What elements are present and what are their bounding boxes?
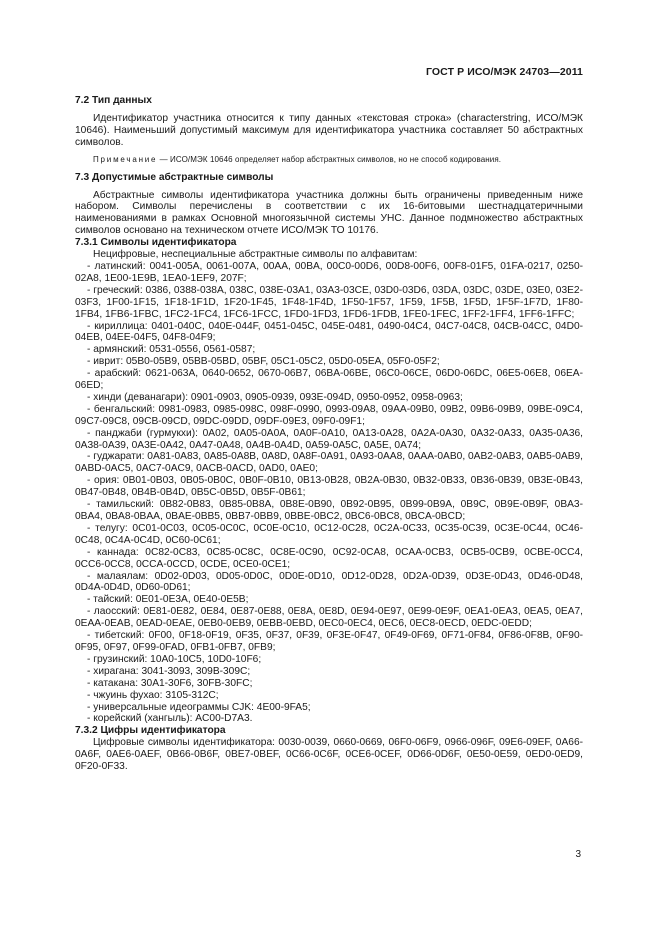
list-item: - универсальные идеограммы CJK: 4E00-9FA5;: [87, 701, 311, 713]
section-7-3-1-title: 7.3.1 Символы идентификатора: [75, 237, 237, 249]
list-item: - гуджарати: 0A81-0A83, 0A85-0A8B, 0A8D, 0A8F-0A91, 0A93-0AA8, 0AAA-0AB0, 0AB2-0AB3, 0AB5-0AB9, 0ABD-0AC5, 0AC7-0AC9, 0ACB-0ACD, 0AD0, 0AE0;: [75, 451, 583, 475]
list-item: - чжуинь фухао: 3105-312C;: [87, 689, 219, 701]
list-item: - тамильский: 0B82-0B83, 0B85-0B8A, 0B8E-0B90, 0B92-0B95, 0B99-0B9A, 0B9C, 0B9E-0B9F, 0BA3-0BA4, 0BA8-0BAA, 0BAE-0BB5, 0BB7-0BB9, 0BBE-0BC2, 0BC6-0BC8, 0BCA-0BCD;: [75, 499, 583, 522]
list-item: - телугу: 0C01-0C03, 0C05-0C0C, 0C0E-0C10, 0C12-0C28, 0C2A-0C33, 0C35-0C39, 0C3E-0C44, 0C46-0C48, 0C4A-0C4D, 0C60-0C61;: [75, 522, 583, 546]
list-item: - малаялам: 0D02-0D03, 0D05-0D0C, 0D0E-0D10, 0D12-0D28, 0D2A-0D39, 0D3E-0D43, 0D46-0D48, 0D4A-0D4D, 0D60-0D61;: [75, 570, 583, 594]
section-7-3-2-title: 7.3.2 Цифры идентификатора: [75, 725, 226, 737]
note-label: Примечание: [93, 154, 158, 164]
list-item: - бенгальский: 0981-0983, 0985-098C, 098F-0990, 0993-09A8, 09AA-09B0, 09B2, 09B6-09B9, 09BE-09C4, 09C7-09C8, 09CB-09CD, 09DC-09DD, 09DF-09E3, 09F0-09F1;: [75, 403, 583, 427]
document-body: [75, 95, 583, 773]
section-7-3-1-intro: Нецифровые, неспециальные абстрактные символы по алфавитам:: [93, 249, 418, 261]
list-item: - иврит: 05B0-05B9, 05BB-05BD, 05BF, 05C1-05C2, 05D0-05EA, 05F0-05F2;: [87, 356, 440, 368]
list-item: - латинский: 0041-005A, 0061-007A, 00AA, 00BA, 00C0-00D6, 00D8-00F6, 00F8-01F5, 01FA-0217, 0250-02A8, 1E00-1E9B, 1EA0-1EF9, 207F;: [75, 260, 583, 284]
list-item: - тайский: 0E01-0E3A, 0E40-0E5B;: [87, 594, 249, 606]
note-7-2: [75, 155, 583, 165]
list-item: - хирагана: 3041-3093, 309B-309C;: [87, 665, 251, 677]
section-7-2-text: Идентификатор участника относится к типу данных «текстовая строка» (characterstring, ИСО/МЭК 10646). Наименьший допустимый максимум для идентификатора участника составляет 50 абстрактных символов.: [75, 112, 583, 148]
list-item: - панджаби (гурмукхи): 0A02, 0A05-0A0A, 0A0F-0A10, 0A13-0A28, 0A2A-0A30, 0A32-0A33, 0A35-0A36, 0A38-0A39, 0A3E-0A42, 0A47-0A48, 0A4B-0A4D, 0A59-0A5C, 0A5E, 0A74;: [75, 427, 583, 451]
list-item: - хинди (деванагари): 0901-0903, 0905-0939, 093E-094D, 0950-0952, 0958-0963;: [87, 391, 463, 403]
section-7-3-2-text: Цифровые символы идентификатора: 0030-0039, 0660-0669, 06F0-06F9, 0966-096F, 09E6-09EF, 0A66-0A6F, 0AE6-0AEF, 0B66-0B6F, 0BE7-0BEF, 0C66-0C6F, 0CE6-0CEF, 0D66-0D6F, 0E50-0E59, 0ED0-0ED9, 0F20-0F33.: [75, 737, 583, 773]
list-item: - ория: 0B01-0B03, 0B05-0B0C, 0B0F-0B10, 0B13-0B28, 0B2A-0B30, 0B32-0B33, 0B36-0B39, 0B3E-0B43, 0B47-0B48, 0B4B-0B4D, 0B5C-0B5D, 0B5F-0B61;: [75, 475, 583, 499]
list-item: - корейский (хангыль): AC00-D7A3.: [87, 713, 253, 725]
list-item: - лаосский: 0E81-0E82, 0E84, 0E87-0E88, 0E8A, 0E8D, 0E94-0E97, 0E99-0E9F, 0EA1-0EA3, 0EA5, 0EA7, 0EAA-0EAB, 0EAD-0EAE, 0EB0-0EB9, 0EBB-0EBD, 0EC0-0EC4, 0EC6, 0EC8-0ECD, 0EDC-0EDD;: [75, 606, 583, 630]
section-7-3-text: Абстрактные символы идентификатора участника должны быть ограничены приведенным ниже набором. Символы перечислены в соответствии с их 16-битовыми шестнадцатеричными наименованиями в рамках Основной многоязычной системы УНС. Данное подмножество абстрактных символов основано на техническом отчете ИСО/МЭК ТО 10176.: [75, 189, 583, 237]
list-item: - кириллица: 0401-040C, 040E-044F, 0451-045C, 045E-0481, 0490-04C4, 04C7-04C8, 04CB-04CC, 04D0-04EB, 04EE-04F5, 04F8-04F9;: [75, 320, 583, 344]
document-header-code: ГОСТ Р ИСО/МЭК 24703—2011: [425, 66, 583, 78]
list-item: - каннада: 0C82-0C83, 0C85-0C8C, 0C8E-0C90, 0C92-0CA8, 0CAA-0CB3, 0CB5-0CB9, 0CBE-0CC4, 0CC6-0CC8, 0CCA-0CCD, 0CDE, 0CE0-0CE1;: [75, 546, 583, 570]
section-7-3-title: 7.3 Допустимые абстрактные символы: [75, 171, 274, 183]
page-number: 3: [575, 849, 581, 860]
section-7-2-title: 7.2 Тип данных: [75, 95, 152, 106]
list-item: - грузинский: 10A0-10C5, 10D0-10F6;: [87, 653, 262, 665]
list-item: - катакана: 30A1-30F6, 30FB-30FC;: [87, 677, 253, 689]
list-item: - греческий: 0386, 0388-038A, 038C, 038E-03A1, 03A3-03CE, 03D0-03D6, 03DA, 03DC, 03DE, 03E0, 03E2-03F3, 1F00-1F15, 1F18-1F1D, 1F20-1F45, 1F48-1F4D, 1F50-1F57, 1F59, 1F5B, 1F5D, 1F5F-1F7D, 1F80-1FB4, 1FB6-1FBC, 1FC2-1FC4, 1FC6-1FCC, 1FD0-1FD3, 1FD6-1FDB, 1FE0-1FEC, 1FF2-1FF4, 1FF6-1FFC;: [75, 284, 583, 320]
list-item: - тибетский: 0F00, 0F18-0F19, 0F35, 0F37, 0F39, 0F3E-0F47, 0F49-0F69, 0F71-0F84, 0F86-0F8B, 0F90-0F95, 0F97, 0F99-0FAD, 0FB1-0FB7, 0FB9;: [75, 630, 583, 653]
list-item: - армянский: 0531-0556, 0561-0587;: [87, 344, 256, 356]
note-text: — ИСО/МЭК 10646 определяет набор абстрактных символов, но не способ кодирования.: [157, 154, 502, 164]
list-item: - арабский: 0621-063A, 0640-0652, 0670-06B7, 06BA-06BE, 06C0-06CE, 06D0-06DC, 06E5-06E8, 06EA-06ED;: [75, 368, 583, 392]
alphabet-list: [75, 261, 583, 725]
